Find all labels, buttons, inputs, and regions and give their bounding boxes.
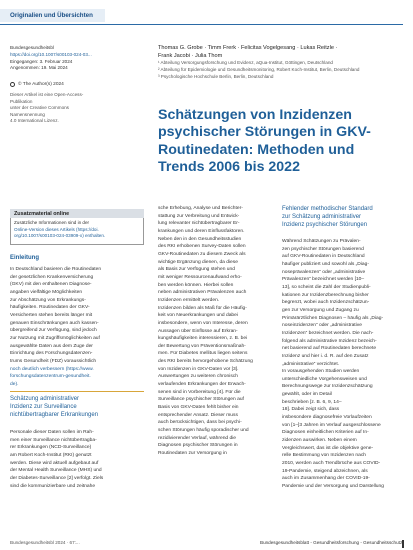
text-line: Basis von GKV-Daten fehlt bisher ein: [158, 405, 239, 411]
text-line: „administrative“ verzichtet.: [282, 361, 340, 367]
text-line: men einer Surveillance nichtübertragba-: [10, 437, 97, 443]
text-line: In Deutschland basieren die Routinedaten: [10, 267, 102, 272]
text-line: von Inzidenzen in GKV-Daten vor [3].: [158, 366, 239, 372]
text-line: zen psychischer Störungen basierend: [282, 246, 364, 252]
supplement-heading: Zusatzmaterial online: [10, 209, 144, 218]
left-column-text: [10, 266, 144, 389]
right-column-text: [282, 238, 398, 491]
supplement-text: [14, 220, 142, 240]
text-line: 2010, werden auch Trendbrüche aus COVID-: [282, 461, 381, 467]
text-line: auch berücksichtigen, dass bei psychi-: [158, 420, 242, 426]
heading-line: Schätzung administrativer: [10, 396, 80, 402]
text-line: auf GKV-Routinedaten in Deutschland: [282, 254, 365, 260]
title-line: Routinedaten: Methoden und: [158, 141, 355, 158]
heading-line: Inzidenz psychischer Störungen: [282, 222, 368, 229]
text-line: Versicherten stehen bereits länger mit: [10, 312, 93, 318]
text-line: trums Gesundheit (FDZ) voraussichtlich: [10, 358, 97, 364]
text-line: noseprävalenzen“ oder „administrative: [282, 269, 366, 275]
title-line: Schätzungen von Inzidenzen: [158, 107, 352, 123]
text-line: entsprechender Ansatz. Dieser muss: [158, 412, 238, 418]
article-title: [158, 107, 403, 177]
text-line: der Bewertung von Präventionsmaßnah-: [158, 343, 246, 349]
supplement-link[interactable]: org/10.1007/s00103-024-03909-x) enthalten.: [14, 233, 106, 239]
text-line: Neben den in den Gesundheitsstudien: [158, 236, 242, 242]
text-line: Routinedaten zur Versorgung in: [158, 451, 227, 456]
text-line: 19-Pandemie, steigend abzeichnen, als: [282, 468, 368, 474]
section-divider: [10, 391, 144, 392]
text-line: rer Erkrankungen (NCD-Surveillance): [10, 445, 92, 451]
open-access-notice: [10, 82, 64, 87]
heading-line: zur Schätzung administrativer: [282, 214, 362, 221]
text-line: 18]. Dabei zeigt sich, dass: [282, 407, 340, 413]
text-line: krankungen und deren Einflussfaktoren.: [158, 228, 245, 234]
text-line: ben werden können. Hierbei sollen: [158, 282, 234, 288]
text-line: von [1–]3 Jahren im Verlauf ausgeschlossene: [282, 422, 381, 428]
text-line: Surveillance psychischer Störungen auf: [158, 397, 244, 403]
text-line: Vergleichswert, das ist die objektive gene-: [282, 445, 374, 451]
text-line: des RKI bereits hervorgehobene Schätzung: [158, 359, 253, 365]
author-list: [158, 45, 398, 52]
text-line: zur Nutzung mit Zugriffsmöglichkeiten auf: [10, 335, 100, 341]
text-line: der Diabetes-Surveillance [2] verfolgt. Ziels: [10, 475, 104, 481]
license-text: [10, 92, 100, 125]
license-line: unter der Creative Commons Namensnennung: [10, 105, 69, 117]
section-heading-intro: Einleitung: [10, 255, 39, 261]
text-line: verlaufenden Erkrankungen der Erwach-: [158, 382, 246, 388]
doi-link[interactable]: https://doi.org/10.1007/s00103-024-03...: [10, 51, 92, 57]
text-line: Diagnosen einheitlichen Kriterien auf In-: [282, 430, 369, 436]
text-line: Inzidenzen bilden als Maß für die Häufig-: [158, 305, 247, 311]
license-line: 4.0 International Lizenz.: [10, 118, 59, 124]
authors-line-2: Frank Jacobi · Julia Thom: [158, 52, 223, 59]
footer-citation: Bundesgesundheitsbl 2024 · 67:...: [10, 540, 80, 545]
text-line: der Mental Health Surveillance (MHS) und: [10, 468, 102, 474]
affiliation-line: ³ Psychologische Hochschule Berlin, Berlin, Deutschland: [158, 73, 274, 79]
text-line: zur Abschätzung von Erkrankungs-: [10, 297, 86, 303]
text-line: Personale dieser Daten sollen im Rah-: [10, 430, 94, 435]
text-line: werden. Diese wird aktuell aufgebaut auf: [10, 460, 99, 466]
text-line: rezidivierender Verlauf, während die: [158, 435, 237, 441]
authors-line: Thomas G. Grobe · Timm Frerk · Felicitas Vogelgesang · Lukas Reitzle ·: [158, 45, 338, 51]
text-line: mit weniger Ressourcenaufwand erho-: [158, 274, 242, 280]
text-line: unterschiedliche Vorgehensweisen und: [282, 376, 367, 382]
text-link[interactable]: de).: [10, 381, 19, 387]
text-line: In vorausgehenden Studien werden: [282, 369, 360, 375]
text-line: insbesondere diagnosefreie Vorlaufzeiten: [282, 415, 372, 421]
text-line: folgend als administrative Inzidenz bezeich-: [282, 338, 377, 344]
heading-line: Inzidenz zur Surveillance: [10, 404, 77, 411]
text-line: als Basis zur Verfügung stehen und: [158, 267, 235, 273]
affiliations: [158, 60, 398, 80]
text-line: gen zur Versorgung und Zugang zu: [282, 307, 359, 313]
text-line: ausgewählte Daten aus dem Zuge der: [10, 343, 93, 349]
text-line: men. Für Diabetes mellitus liegen seitens: [158, 351, 248, 357]
text-line: noseinzidenzen“ oder „administrative: [282, 323, 362, 329]
text-line: übergreifend zur Verfügung, sind jedoch: [10, 328, 97, 334]
text-line: zidenzen auswirken. Neben einem: [282, 438, 357, 444]
subsection-heading-standard: [282, 205, 373, 230]
text-line: Einrichtung des Forschungsdatenzen-: [10, 351, 93, 357]
header-rule: [0, 24, 403, 25]
text-line: genauen Einschränkungen auch kassen-: [10, 320, 99, 326]
text-line: beschrieben [z. B. 6, 9, 14–: [282, 399, 342, 405]
text-link[interactable]: noch deutlich verbessern (https://www.: [10, 366, 94, 372]
affiliation-line: ¹ Abteilung Versorgungsforschung und Evidenz, aQua-Institut, Göttingen, Deutschland: [158, 60, 333, 65]
title-line: psychischer Störungen in GKV-: [158, 124, 371, 141]
text-line: Auswertungen zu weiteren chronisch: [158, 374, 238, 380]
text-line: kungshäufigkeiten interessieren, z. B. bei: [158, 336, 248, 342]
heading-line: nichtübertragbarer Erkrankungen: [10, 412, 99, 419]
text-line: Inzidenzen“ bezeichnet werden. Die nach-: [282, 330, 374, 336]
text-line: keit von Neuerkrankungen und dabei: [158, 313, 238, 319]
text-line: des RKI erhobenen Survey-Daten sollen: [158, 244, 246, 250]
text-line: Inzidenz und hier i. d. R. auf den Zusatz: [282, 353, 369, 359]
text-line: stattung zur Verbreitung und Entwick-: [158, 213, 240, 219]
middle-column-text: [158, 205, 272, 458]
text-line: sche Erhebung, Analyse und Berichter-: [158, 206, 243, 211]
subsection-heading-surveillance: [10, 395, 98, 420]
text-line: sind die kommunizierbare und zeitnahe: [10, 483, 96, 489]
text-line: relle Bestimmung von Inzidenzen nach: [282, 453, 367, 459]
text-line: Pandemie und der Versorgung und Darstellung: [282, 484, 384, 489]
text-line: wichtige Ergänzung dienen, da diese: [158, 259, 238, 265]
page-marker: [402, 540, 404, 548]
text-line: häufiger publiziert und sowohl als „Diag-: [282, 261, 369, 267]
text-line: Primärärztlichen Diagnosen – häufig als „Diag-: [282, 315, 384, 321]
footer-journal: Bundesgesundheitsblatt - Gesundheitsforschung - Gesundheitsschutz: [260, 540, 403, 545]
text-line: schen Störungen häufig sporadischer und: [158, 428, 249, 434]
heading-line: Fehlender methodischer Standard: [282, 206, 373, 212]
text-line: begrenzt, wobei auch Inzidenzschätzun-: [282, 300, 370, 306]
text-line: Prävalenzen“ bezeichnet werden [10–: [282, 277, 365, 283]
text-line: neben administrativen Prävalenzen auch: [158, 290, 247, 296]
meta-line: Bundesgesundheitsbl: [10, 45, 54, 50]
open-access-icon: [10, 82, 15, 87]
text-line: 13], so scheint die Zahl der Studienpubli-: [282, 284, 371, 290]
text-line: insbesondere, wenn von Interesse, deren: [158, 320, 248, 326]
text-line: Während Schätzungen zu Prävalen-: [282, 239, 361, 244]
text-line: Diagnosen psychischer Störungen in: [158, 443, 238, 449]
article-meta: [10, 45, 100, 72]
text-line: net basierend auf Routinedaten berechnete: [282, 346, 377, 352]
section-label: Originalien und Übersichten: [0, 9, 105, 22]
left-column-text-2: [10, 429, 144, 490]
text-link[interactable]: forschungsdatenzentrum-gesundheit.: [10, 374, 91, 380]
text-line: auch im Zusammenhang der COVID-19-: [282, 476, 370, 482]
text-line: Berechnungswege zur Inzidenzschätzung: [282, 384, 373, 390]
text-line: senen sind in Vorbereitung [4]. Für die: [158, 389, 241, 395]
text-line: gewählt, oder im Detail: [282, 392, 332, 398]
text-line: GKV-Routinedaten zu diesem Zweck als: [158, 251, 246, 257]
text-line: (GKV) mit den enthaltenen Diagnose-: [10, 282, 92, 288]
affiliation-line: ² Abteilung für Epidemiologie und Gesundheitsmonitoring, Robert Koch-Institut, Berlin, Deutschland: [158, 66, 360, 72]
title-line: Trends 2006 bis 2022: [158, 159, 300, 176]
meta-line: Angenommen: 19. Mai 2024: [10, 65, 68, 71]
text-line: kationen zur Inzidenzberechnung bisher: [282, 292, 369, 298]
supplement-link[interactable]: Online-Version dieses Artikels (https://doi.: [14, 226, 99, 232]
license-line: Dieser Artikel ist eine Open-Access-Publikation: [10, 92, 84, 104]
text-line: häufigkeiten. Routinedaten der GKV-: [10, 305, 90, 311]
text-line: Inzidenzen ermittelt werden.: [158, 297, 220, 303]
text-line: angaben vielfältige Möglichkeiten: [10, 289, 83, 295]
supplement-line: Zusätzliche Informationen sind in der: [14, 220, 90, 225]
text-line: lung relevanter nichtübertragbarer Er-: [158, 221, 240, 227]
open-access-label: © The Author(s) 2024: [18, 82, 64, 87]
meta-line: Eingegangen: 3. Februar 2024: [10, 58, 73, 64]
text-line: am Robert Koch-Institut (RKI) genutzt: [10, 452, 92, 458]
text-line: der gesetzlichen Krankenversicherung: [10, 274, 94, 280]
text-line: Aussagen über Einflüsse auf Erkran-: [158, 328, 238, 334]
